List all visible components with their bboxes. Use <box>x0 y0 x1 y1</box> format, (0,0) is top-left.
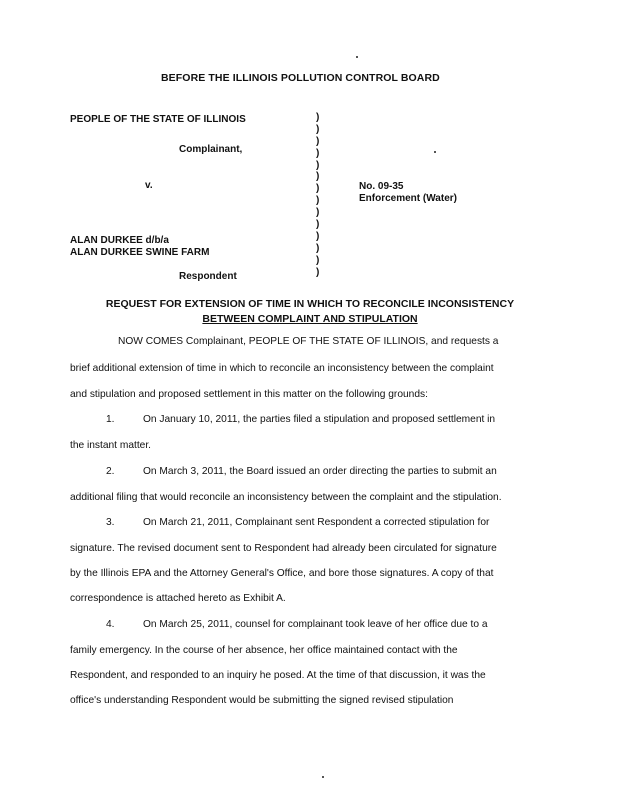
caption-paren: ) <box>316 159 320 171</box>
title-line-2: BETWEEN COMPLAINT AND STIPULATION <box>202 313 418 325</box>
paragraph-4-line: Respondent, and responded to an inquiry he posed. At the time of that discussion, it was the <box>70 670 486 681</box>
caption-paren: ) <box>316 242 320 254</box>
caption-paren: ) <box>316 207 320 219</box>
intro-line-3: and stipulation and proposed settlement in this matter on the following grounds: <box>70 389 428 400</box>
defendant-line-2: ALAN DURKEE SWINE FARM <box>70 247 210 258</box>
caption-paren: ) <box>316 123 320 135</box>
paragraph-4-first-line: On March 25, 2011, counsel for complainant took leave of her office due to a <box>143 619 488 630</box>
intro-line-1: NOW COMES Complainant, PEOPLE OF THE STATE OF ILLINOIS, and requests a <box>118 336 499 347</box>
paragraph-2-first-line: On March 3, 2011, the Board issued an order directing the parties to submit an <box>143 466 497 477</box>
paragraph-3-number: 3. <box>106 517 115 528</box>
paragraph-4-line: office's understanding Respondent would be submitting the signed revised stipulation <box>70 695 454 706</box>
paragraph-3-first-line: On March 21, 2011, Complainant sent Respondent a corrected stipulation for <box>143 517 490 528</box>
scan-speck <box>322 776 324 778</box>
scan-speck <box>434 151 436 153</box>
defendant-line-1: ALAN DURKEE d/b/a <box>70 235 169 246</box>
document-title <box>60 297 560 327</box>
caption-paren: ) <box>316 112 320 123</box>
caption-paren: ) <box>316 195 320 207</box>
case-type: Enforcement (Water) <box>359 193 457 204</box>
paragraph-4-number: 4. <box>106 619 115 630</box>
caption-paren: ) <box>316 135 320 147</box>
title-line-1: REQUEST FOR EXTENSION OF TIME IN WHICH TO RECONCILE INCONSISTENCY <box>105 298 515 310</box>
caption-paren: ) <box>316 254 320 266</box>
caption-paren: ) <box>316 219 320 231</box>
versus: v. <box>145 180 153 191</box>
intro-line-2: brief additional extension of time in which to reconcile an inconsistency between the complaint <box>70 363 494 374</box>
paragraph-4-line: family emergency. In the course of her absence, her office maintained contact with the <box>70 645 458 656</box>
paragraph-2-number: 2. <box>106 466 115 477</box>
plaintiff-role: Complainant, <box>179 144 243 155</box>
defendant-role: Respondent <box>179 271 237 282</box>
board-heading: BEFORE THE ILLINOIS POLLUTION CONTROL BOARD <box>161 72 440 84</box>
paragraph-1-line: the instant matter. <box>70 440 151 451</box>
caption-paren: ) <box>316 266 320 278</box>
paragraph-3-line: correspondence is attached hereto as Exhibit A. <box>70 593 286 604</box>
paragraph-1-first-line: On January 10, 2011, the parties filed a stipulation and proposed settlement in <box>143 414 496 425</box>
scan-speck <box>356 56 358 58</box>
case-number: No. 09-35 <box>359 181 404 192</box>
paragraph-1-number: 1. <box>106 414 115 425</box>
paragraph-3-line: by the Illinois EPA and the Attorney General's Office, and bore those signatures. A copy of that <box>70 568 494 579</box>
caption-paren: ) <box>316 147 320 159</box>
caption-paren: ) <box>316 183 320 195</box>
caption-paren: ) <box>316 230 320 242</box>
plaintiff-name: PEOPLE OF THE STATE OF ILLINOIS <box>70 114 246 125</box>
caption-parenthesis-column <box>316 112 326 278</box>
caption-paren: ) <box>316 171 320 183</box>
paragraph-2-line: additional filing that would reconcile an inconsistency between the complaint and the stipulation. <box>70 492 502 503</box>
paragraph-3-line: signature. The revised document sent to Respondent had already been circulated for signature <box>70 543 497 554</box>
